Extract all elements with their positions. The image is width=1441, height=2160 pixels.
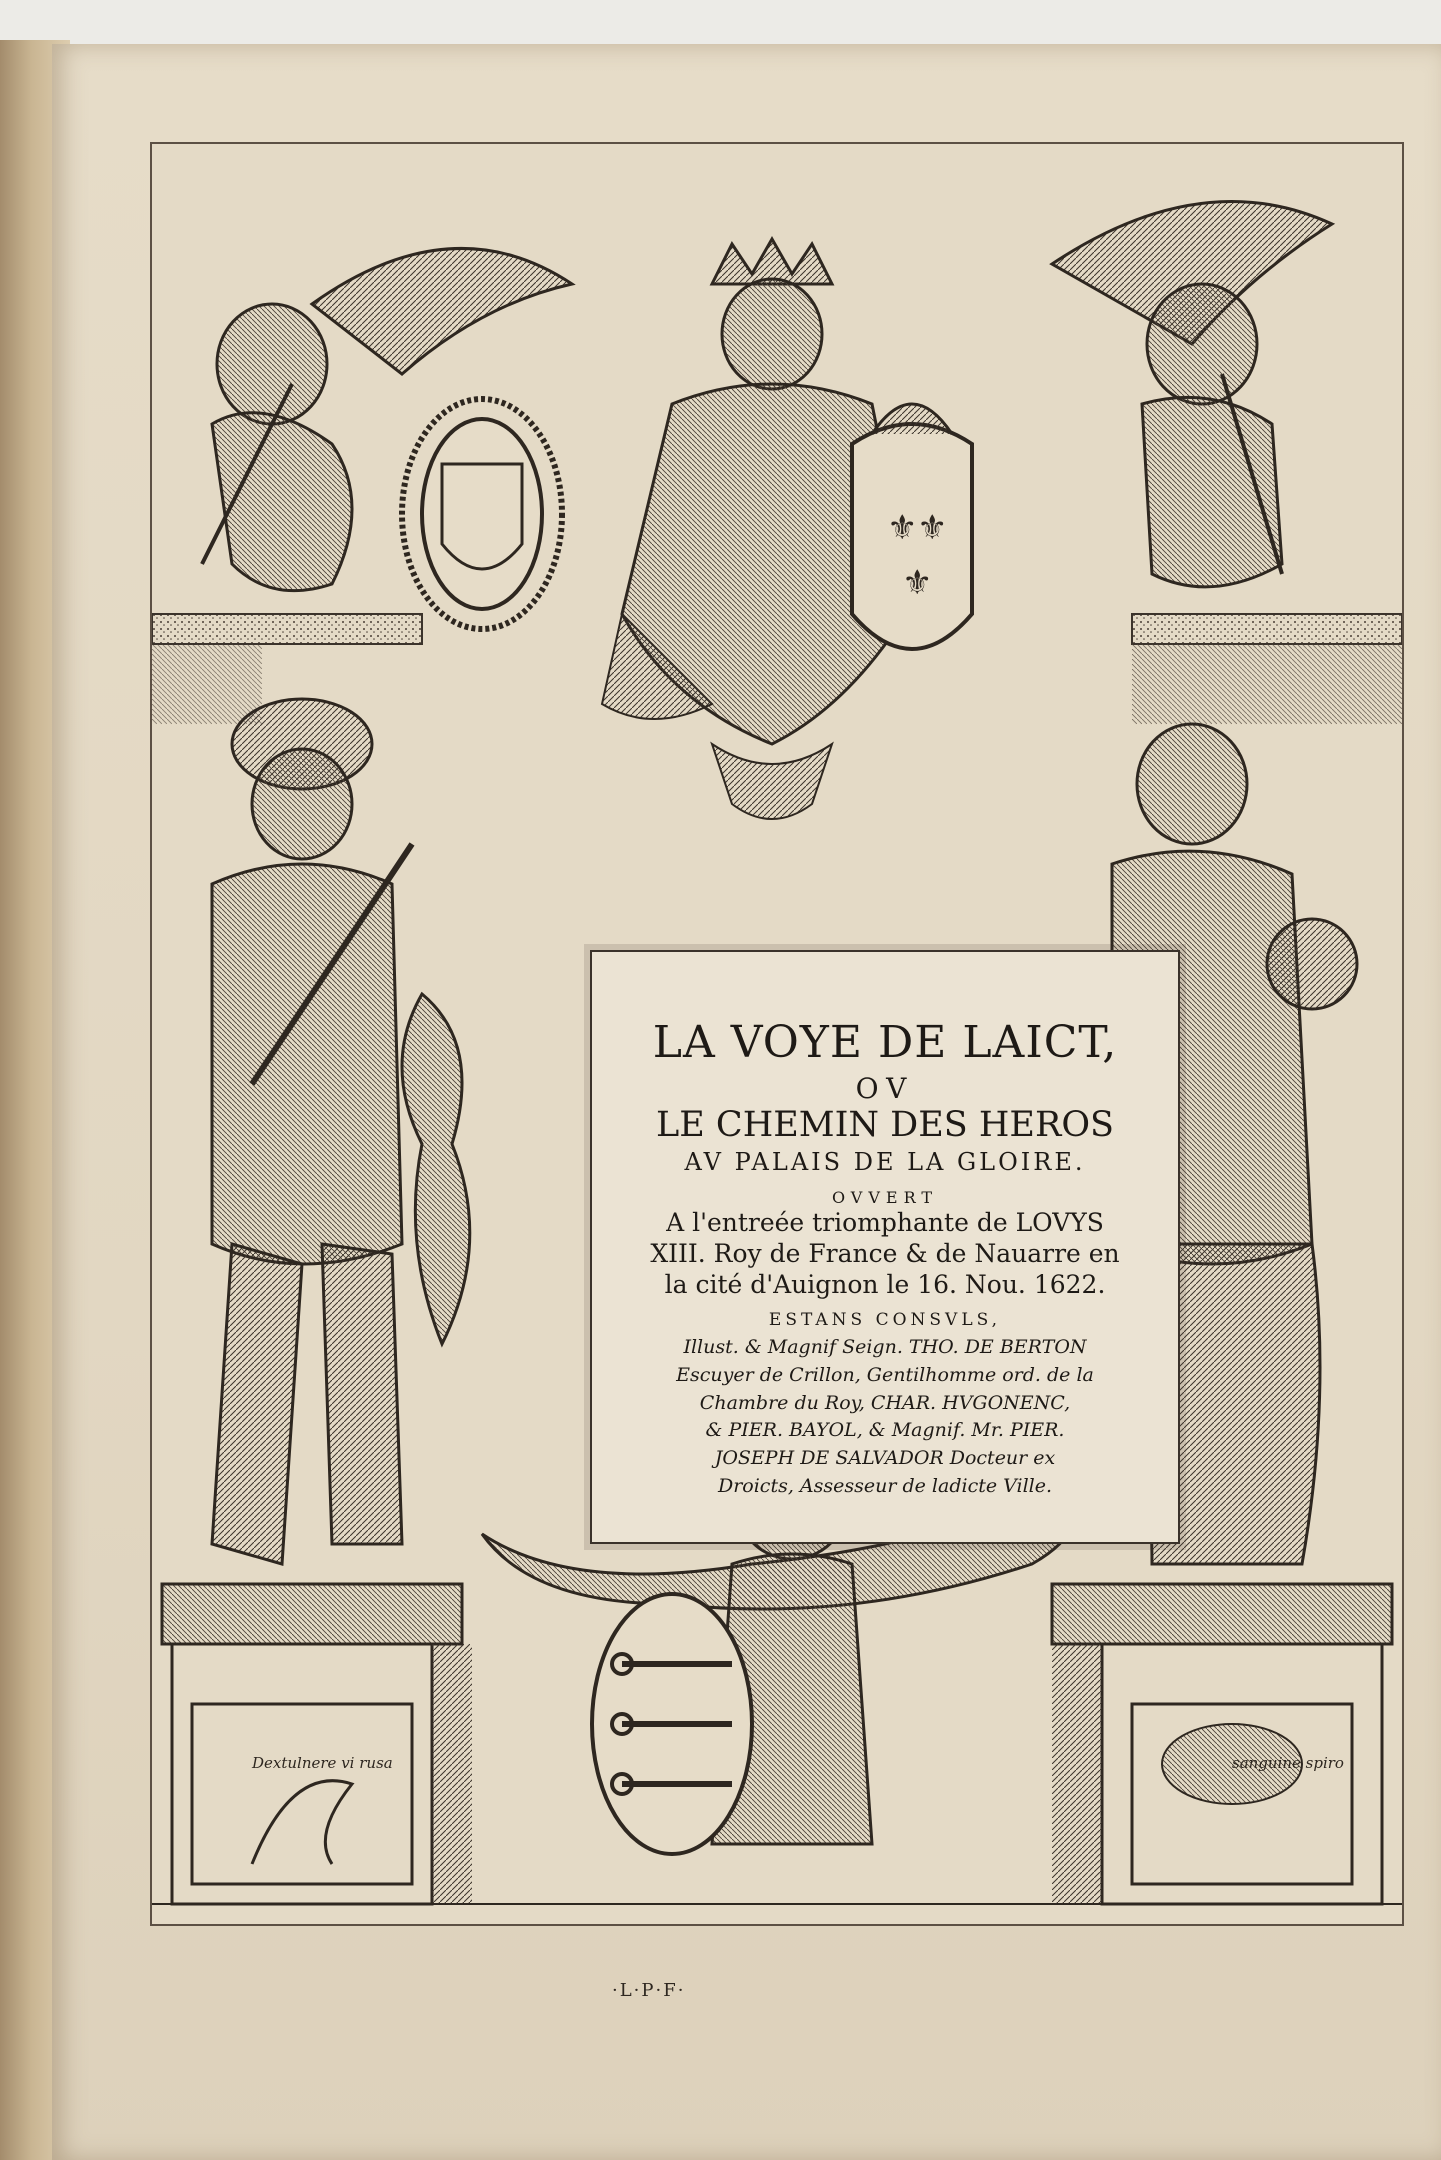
consuls-line-6: Droicts, Assesseur de ladicte Ville.: [717, 1475, 1053, 1498]
armored-warrior-figure: [212, 699, 412, 1564]
left-pedestal: [162, 1584, 472, 1904]
occasion-line-1: A l'entreée triomphante de LOVYS: [666, 1208, 1104, 1238]
subtitle: LE CHEMIN DES HEROS: [656, 1104, 1114, 1145]
subtitle-2: AV PALAIS DE LA GLOIRE.: [684, 1148, 1086, 1177]
occasion-line-2: XIII. Roy de France & de Nauarre en: [650, 1238, 1120, 1268]
consuls-line-4: & PIER. BAYOL, & Magnif. Mr. PIER.: [705, 1419, 1065, 1442]
main-title: LA VOYE DE LAICT,: [652, 1017, 1118, 1068]
consuls-line-5: JOSEPH DE SALVADOR Docteur ex: [714, 1447, 1056, 1470]
consuls-line-1: Illust. & Magnif Seign. THO. DE BERTON: [683, 1335, 1087, 1358]
engraver-signature: ·L·P·F·: [612, 1980, 686, 2001]
right-royal-coat-of-arms: [852, 404, 972, 649]
right-pedestal-motto: sanguine spiro: [1232, 1754, 1344, 1772]
svg-text:⚜: ⚜: [887, 508, 918, 548]
book-page: [52, 44, 1441, 2160]
svg-text:⚜: ⚜: [902, 563, 933, 603]
background-top: [0, 0, 1441, 46]
left-pedestal-motto: Dextulnere vi rusa: [252, 1754, 393, 1772]
right-cherub-trumpeter: [1052, 202, 1332, 587]
occasion-line-3: la cité d'Auignon le 16. Nou. 1622.: [664, 1269, 1106, 1299]
consuls-line-2: Escuyer de Crillon, Gentilhomme ord. de la: [676, 1363, 1094, 1386]
consuls-heading: ESTANS CONSVLS,: [768, 1310, 1002, 1331]
consuls-line-3: Chambre du Roy, CHAR. HVGONENC,: [699, 1391, 1071, 1414]
left-coat-of-arms: [402, 399, 562, 629]
right-pedestal: [1052, 1584, 1392, 1904]
title-conjunction: OV: [855, 1071, 915, 1105]
svg-text:⚜: ⚜: [917, 508, 948, 548]
engraved-frontispiece-plate: [150, 142, 1404, 2001]
title-cartouche: [590, 950, 1180, 1544]
ouvert-heading: OVVERT: [831, 1187, 939, 1207]
